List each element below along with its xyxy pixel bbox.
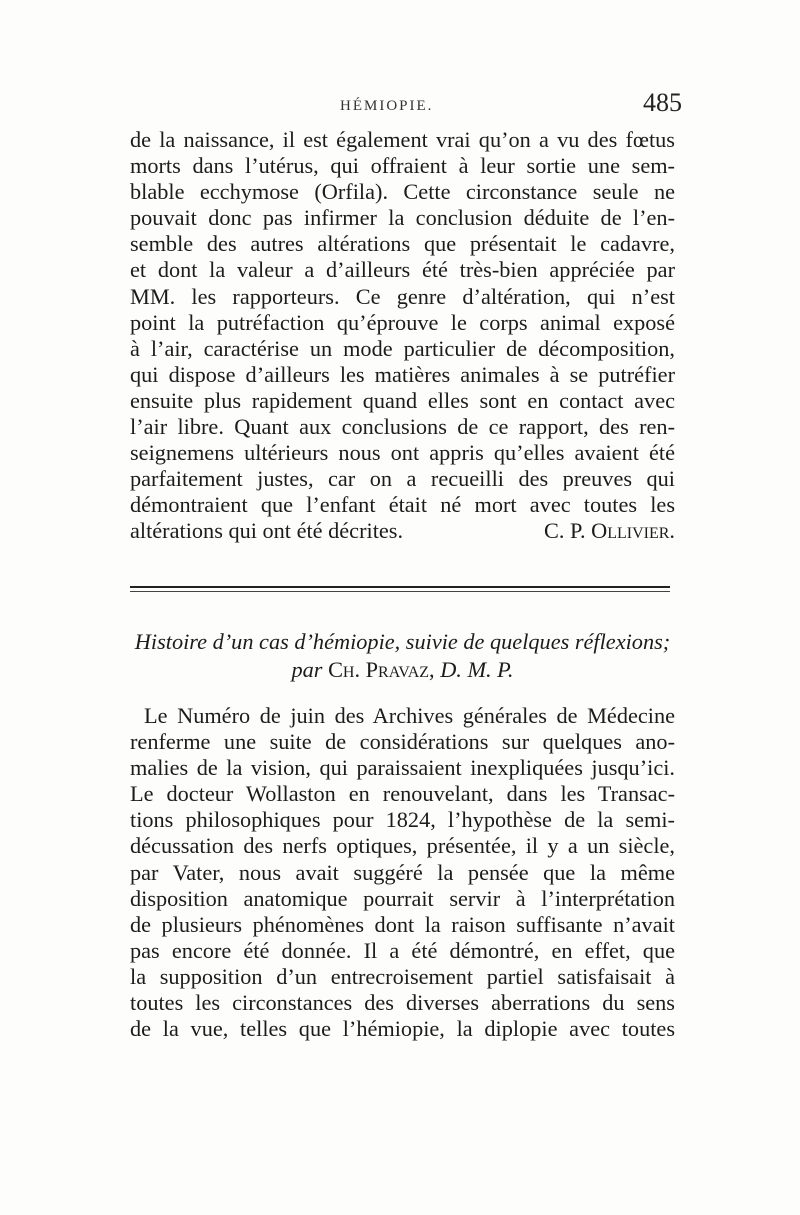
text-line: par Vater, nous avait suggéré la pensée que la même bbox=[130, 859, 675, 885]
article-title-line: Histoire d’un cas d’hémiopie, suivie de quelques réflexions; bbox=[134, 629, 671, 654]
text-line: morts dans l’utérus, qui offraient à leur sortie une sem- bbox=[130, 153, 675, 179]
text-line: de plusieurs phénomènes dont la raison suffisante n’avait bbox=[130, 911, 675, 937]
text-line: malies de la vision, qui paraissaient inexpliquées jusqu’ici. bbox=[130, 755, 675, 781]
text-line: toutes les circonstances des diverses aberrations du sens bbox=[130, 990, 675, 1016]
closing-text: altérations qui ont été décrites. bbox=[130, 518, 404, 544]
text-line: blable ecchymose (Orfila). Cette circonstance seule ne bbox=[130, 179, 675, 205]
section-divider bbox=[130, 586, 670, 592]
author-signature: C. P. Ollivier. bbox=[544, 518, 675, 544]
text-line: démontraient que l’enfant était né mort avec toutes les bbox=[130, 492, 675, 518]
article-title bbox=[130, 628, 675, 684]
text-line: et dont la valeur a d’ailleurs été très-bien appréciée par bbox=[130, 257, 675, 283]
text-line: semble des autres altérations que présentait le cadavre, bbox=[130, 231, 675, 257]
text-line: point la putréfaction qu’éprouve le corps animal exposé bbox=[130, 309, 675, 335]
byline-par: par bbox=[291, 657, 323, 682]
text-line: de la vue, telles que l’hémiopie, la diplopie avec toutes bbox=[130, 1016, 675, 1042]
text-line: ensuite plus rapidement quand elles sont en contact avec bbox=[130, 387, 675, 413]
top-paragraph bbox=[130, 127, 675, 545]
text-line: tions philosophiques pour 1824, l’hypothèse de la semi- bbox=[130, 807, 675, 833]
divider-rule-thin bbox=[130, 591, 670, 592]
closing-line bbox=[130, 518, 675, 544]
running-head bbox=[130, 88, 682, 118]
text-line: à l’air, caractérise un mode particulier de décomposition, bbox=[130, 335, 675, 361]
text-line: l’air libre. Quant aux conclusions de ce rapport, des ren- bbox=[130, 414, 675, 440]
text-line: pouvait donc pas infirmer la conclusion déduite de l’en- bbox=[130, 205, 675, 231]
divider-rule-thick bbox=[130, 586, 670, 588]
article-byline: par Ch. Pravaz, D. M. P. bbox=[291, 657, 514, 682]
page-number: 485 bbox=[643, 88, 682, 117]
text-line: la supposition d’un entrecroisement partiel satisfaisait à bbox=[130, 963, 675, 989]
text-line: disposition anatomique pourrait servir à l’interprétation bbox=[130, 885, 675, 911]
text-line: seignemens ultérieurs nous ont appris qu’elles avaient été bbox=[130, 440, 675, 466]
text-line: décussation des nerfs optiques, présentée, il y a un siècle, bbox=[130, 833, 675, 859]
text-line: pas encore été donnée. Il a été démontré, en effet, que bbox=[130, 937, 675, 963]
text-line: Le docteur Wollaston en renouvelant, dans les Transac- bbox=[130, 781, 675, 807]
running-title: HÉMIOPIE. bbox=[340, 98, 434, 114]
byline-author: Ch. Pravaz bbox=[328, 657, 430, 682]
byline-degree: D. M. P. bbox=[440, 657, 514, 682]
text-line: qui dispose d’ailleurs les matières animales à se putréfier bbox=[130, 361, 675, 387]
text-line: parfaitement justes, car on a recueilli des preuves qui bbox=[130, 466, 675, 492]
text-line: MM. les rapporteurs. Ce genre d’altération, qui n’est bbox=[130, 283, 675, 309]
text-line: renferme une suite de considérations sur quelques ano- bbox=[130, 729, 675, 755]
article-body bbox=[130, 703, 675, 1042]
text-line: Le Numéro de juin des Archives générales de Médecine bbox=[144, 703, 675, 728]
text-line: de la naissance, il est également vrai qu’on a vu des fœtus bbox=[130, 127, 675, 152]
